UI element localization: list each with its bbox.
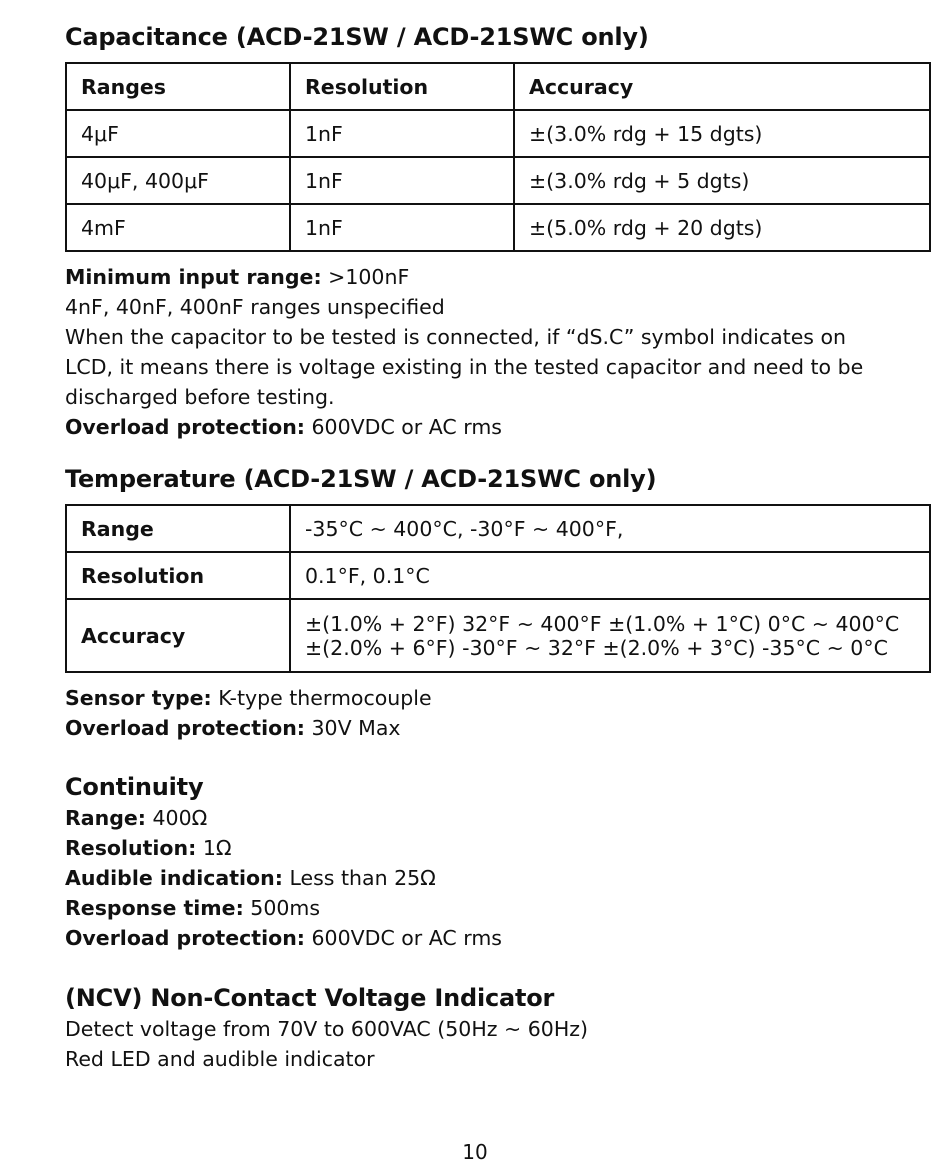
audible-label: Audible indication:: [65, 866, 283, 890]
table-row: [66, 505, 930, 552]
temperature-heading: Temperature (ACD-21SW / ACD-21SWC only): [65, 465, 657, 493]
capacitance-header-row: [66, 63, 930, 110]
overload-value: 30V Max: [304, 716, 401, 740]
temp-resolution-value: 0.1°F, 0.1°C: [290, 552, 930, 599]
cell-resolution: 1nF: [290, 157, 514, 204]
ncv-heading: (NCV) Non-Contact Voltage Indicator: [65, 984, 555, 1012]
min-input-range: [65, 262, 930, 292]
ncv-detect-range: Detect voltage from 70V to 600VAC (50Hz ~ 60Hz): [65, 1017, 588, 1041]
page-number: 10: [462, 1140, 488, 1164]
cell-accuracy: ±(3.0% rdg + 5 dgts): [514, 157, 930, 204]
cell-range: 4μF: [66, 110, 290, 157]
header-ranges: Ranges: [66, 63, 290, 110]
table-row: [66, 552, 930, 599]
temperature-overload: [65, 713, 930, 743]
capacitance-overload: [65, 412, 930, 442]
resolution-label: Resolution:: [65, 836, 197, 860]
cell-resolution: 1nF: [290, 204, 514, 251]
response-value: 500ms: [243, 896, 321, 920]
response-time: [65, 893, 930, 923]
capacitance-notes: [65, 262, 930, 442]
cell-accuracy: ±(3.0% rdg + 15 dgts): [514, 110, 930, 157]
table-row: [66, 599, 930, 672]
table-row: [66, 157, 930, 204]
sensor-type: [65, 683, 930, 713]
overload-value: 600VDC or AC rms: [304, 415, 502, 439]
continuity-specs: [65, 803, 930, 953]
range-label: Range:: [65, 806, 146, 830]
sensor-value: K-type thermocouple: [211, 686, 432, 710]
temperature-notes: [65, 683, 930, 743]
temp-range-value: -35°C ~ 400°C, -30°F ~ 400°F,: [290, 505, 930, 552]
temp-range-label: Range: [66, 505, 290, 552]
header-resolution: Resolution: [290, 63, 514, 110]
overload-label: Overload protection:: [65, 716, 305, 740]
capacitance-heading: Capacitance (ACD-21SW / ACD-21SWC only): [65, 23, 649, 51]
overload-label: Overload protection:: [65, 415, 305, 439]
cell-accuracy: ±(5.0% rdg + 20 dgts): [514, 204, 930, 251]
overload-value: 600VDC or AC rms: [304, 926, 502, 950]
response-label: Response time:: [65, 896, 244, 920]
ncv-indicator: Red LED and audible indicator: [65, 1047, 375, 1071]
audible-indication: [65, 863, 930, 893]
temp-accuracy-line: ±(2.0% + 6°F) -30°F ~ 32°F ±(2.0% + 3°C) -35°C ~ 0°C: [305, 635, 888, 660]
continuity-overload: [65, 923, 930, 953]
continuity-heading: Continuity: [65, 773, 204, 801]
ncv-specs: [65, 1014, 930, 1074]
continuity-range: [65, 803, 930, 833]
overload-label: Overload protection:: [65, 926, 305, 950]
unspecified-ranges: 4nF, 40nF, 400nF ranges unspecified: [65, 295, 445, 319]
range-value: 400Ω: [146, 806, 208, 830]
sensor-label: Sensor type:: [65, 686, 212, 710]
cell-resolution: 1nF: [290, 110, 514, 157]
cell-range: 4mF: [66, 204, 290, 251]
temp-resolution-label: Resolution: [66, 552, 290, 599]
discharge-note-line: LCD, it means there is voltage existing in the tested capacitor and need to be: [65, 355, 864, 379]
capacitance-table: [65, 62, 931, 252]
discharge-note-line: discharged before testing.: [65, 385, 335, 409]
resolution-value: 1Ω: [196, 836, 232, 860]
cell-range: 40μF, 400μF: [66, 157, 290, 204]
audible-value: Less than 25Ω: [282, 866, 436, 890]
table-row: [66, 110, 930, 157]
min-input-value: >100nF: [321, 265, 410, 289]
temp-accuracy-line: ±(1.0% + 2°F) 32°F ~ 400°F ±(1.0% + 1°C) 0°C ~ 400°C: [305, 611, 900, 636]
min-input-label: Minimum input range:: [65, 265, 322, 289]
temp-accuracy-label: Accuracy: [66, 599, 290, 672]
table-row: [66, 204, 930, 251]
header-accuracy: Accuracy: [514, 63, 930, 110]
temp-accuracy-value: [290, 599, 930, 672]
continuity-resolution: [65, 833, 930, 863]
temperature-table: [65, 504, 931, 673]
discharge-note-line: When the capacitor to be tested is connected, if “dS.C” symbol indicates on: [65, 325, 847, 349]
